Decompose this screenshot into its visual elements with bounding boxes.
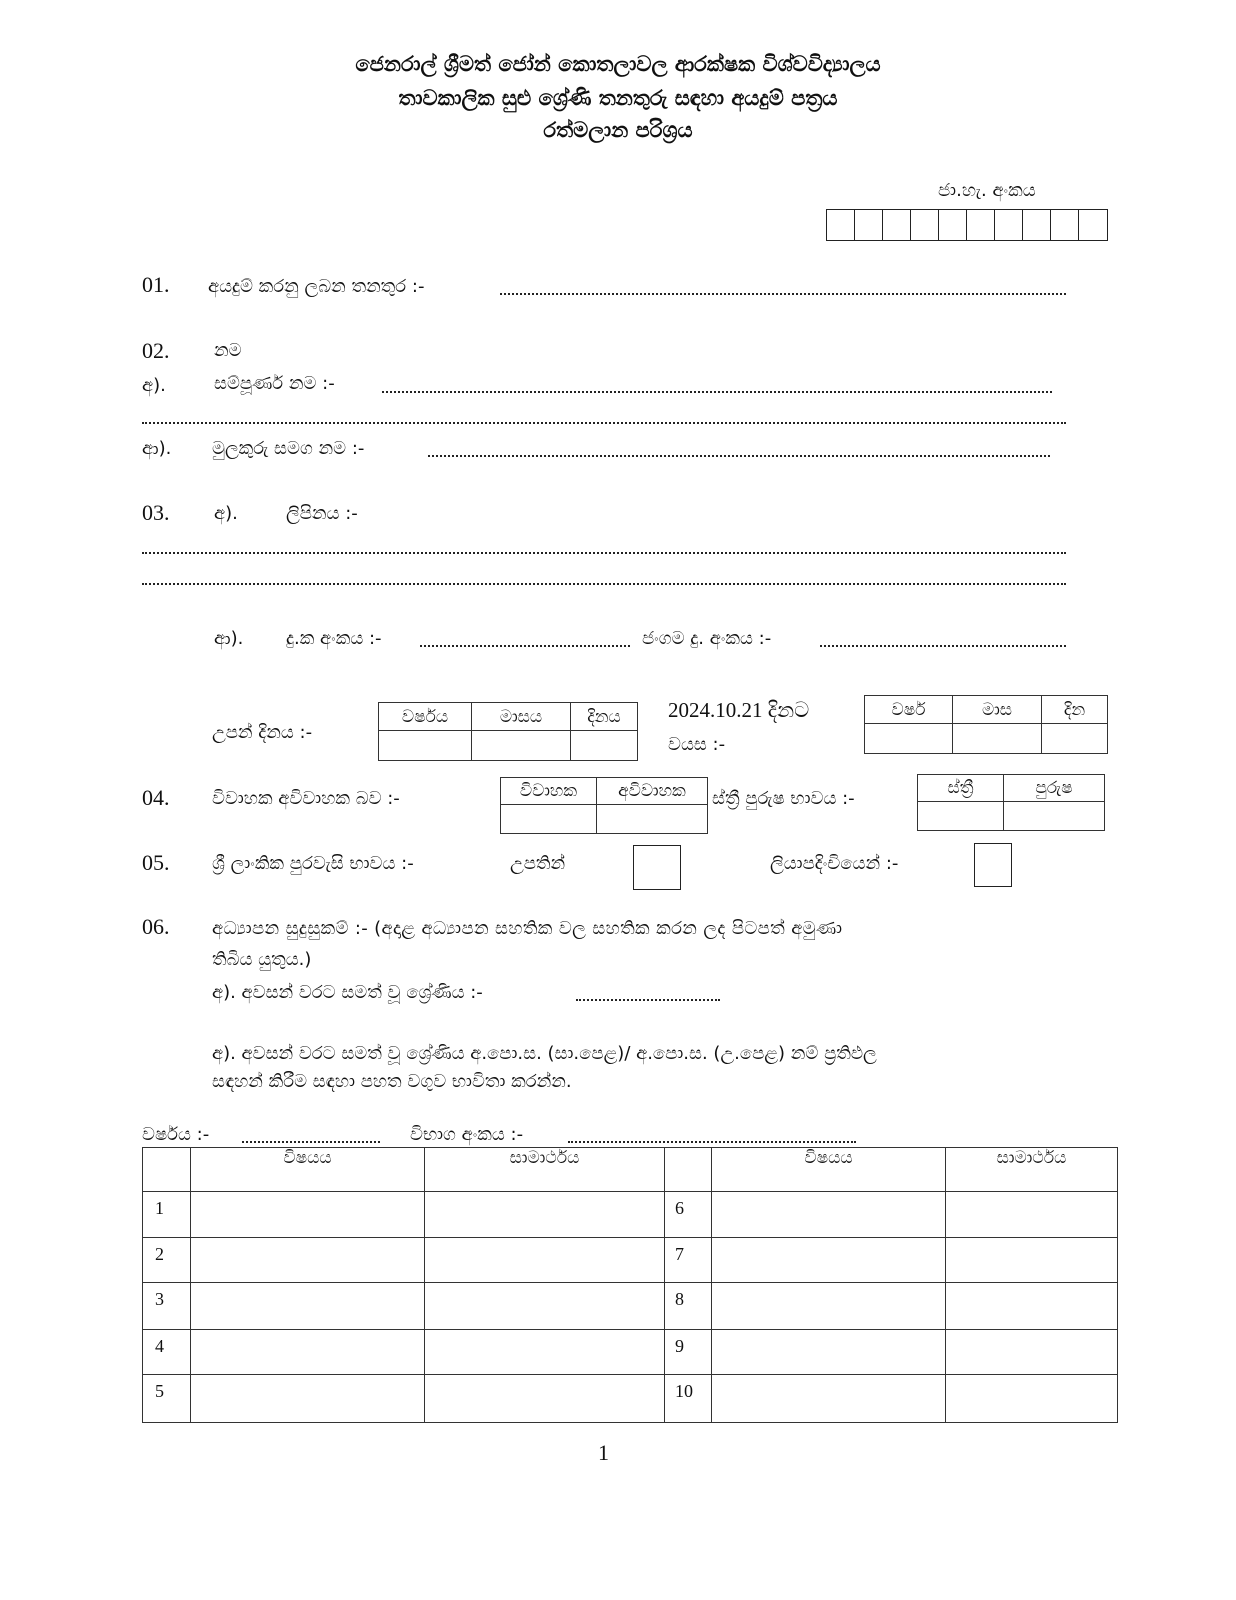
subject-cell[interactable] xyxy=(191,1238,425,1283)
nic-box[interactable] xyxy=(939,210,967,240)
age-month-header: මාස xyxy=(953,696,1042,724)
subject-cell[interactable] xyxy=(712,1238,946,1283)
grade-cell[interactable] xyxy=(946,1238,1118,1283)
q06-number: 06. xyxy=(142,914,170,939)
dob-month-cell[interactable] xyxy=(472,731,571,761)
row-number: 1 xyxy=(143,1192,191,1238)
exam-year-field[interactable] xyxy=(242,1141,380,1143)
marital-status-table xyxy=(500,777,708,834)
dob-day-cell[interactable] xyxy=(571,731,638,761)
form-title-campus: රත්මලාන පරිශ්‍රය xyxy=(543,118,693,142)
subject-cell[interactable] xyxy=(712,1375,946,1423)
grade-cell[interactable] xyxy=(946,1192,1118,1238)
nic-box[interactable] xyxy=(883,210,911,240)
nic-box[interactable] xyxy=(827,210,855,240)
subject-cell[interactable] xyxy=(712,1192,946,1238)
age-label: වයස :- xyxy=(668,734,726,755)
mobile-field[interactable] xyxy=(820,645,1066,647)
index-number-label: විභාග අංකය :- xyxy=(410,1124,524,1145)
education-label-line2: තිබිය යුතුය.) xyxy=(212,949,312,970)
dob-year-cell[interactable] xyxy=(379,731,472,761)
subject-cell[interactable] xyxy=(712,1283,946,1330)
results-header-grade: සාමාර්ථය xyxy=(425,1148,665,1192)
male-header: පුරුෂ xyxy=(1004,775,1105,802)
nic-label: ජා.හැ. අංකය xyxy=(938,180,1036,201)
full-name-label: සම්පූර්ණ නම :- xyxy=(214,373,335,394)
education-label: අධ්‍යාපන සුදුසුකම් :- (අදාළ අධ්‍යාපන සහතික වල සහතික කරන ලද පිටපත් අමුණා xyxy=(212,918,843,939)
row-number: 4 xyxy=(143,1330,191,1375)
by-birth-checkbox[interactable] xyxy=(633,845,681,890)
by-registration-label: ලියාපදිංචියෙන් :- xyxy=(770,853,899,874)
grade-cell[interactable] xyxy=(946,1375,1118,1423)
results-header-no xyxy=(143,1148,191,1192)
nic-box[interactable] xyxy=(855,210,883,240)
age-month-cell[interactable] xyxy=(953,724,1042,754)
nic-box[interactable] xyxy=(1023,210,1051,240)
q04-number: 04. xyxy=(142,785,170,810)
citizenship-label: ශ්‍රී ලාංකික පුරවැසි භාවය :- xyxy=(212,853,414,874)
nic-box[interactable] xyxy=(1051,210,1079,240)
last-grade-field[interactable] xyxy=(576,999,720,1001)
table-row xyxy=(143,1238,1118,1283)
female-cell[interactable] xyxy=(918,802,1004,831)
form-title: තාවකාලික සුළු ශ්‍රේණි තනතුරු සඳහා අයදුම් පත්‍රය xyxy=(398,86,838,110)
nic-box[interactable] xyxy=(967,210,995,240)
married-header: විවාහක xyxy=(501,778,597,805)
row-number: 8 xyxy=(665,1283,712,1330)
row-number: 7 xyxy=(665,1238,712,1283)
dob-table xyxy=(378,702,638,761)
grade-cell[interactable] xyxy=(946,1283,1118,1330)
address-label: ලිපිනය :- xyxy=(286,503,358,524)
marital-status-label: විවාහක අවිවාහක බව :- xyxy=(212,788,400,809)
grade-cell[interactable] xyxy=(946,1330,1118,1375)
q01-field[interactable] xyxy=(500,293,1066,295)
age-year-cell[interactable] xyxy=(865,724,953,754)
address-field-line1[interactable] xyxy=(142,552,1066,554)
subject-cell[interactable] xyxy=(712,1330,946,1375)
results-table xyxy=(142,1147,1118,1423)
results-header-subject: විෂයය xyxy=(712,1148,946,1192)
results-header-no xyxy=(665,1148,712,1192)
table-row xyxy=(143,1375,1118,1423)
q02-title: නම xyxy=(214,340,242,361)
index-number-field[interactable] xyxy=(568,1141,856,1143)
row-number: 9 xyxy=(665,1330,712,1375)
grade-cell[interactable] xyxy=(425,1283,665,1330)
female-header: ස්ත්‍රී xyxy=(918,775,1004,802)
exam-year-label: වර්ෂය :- xyxy=(142,1124,210,1145)
page-number: 1 xyxy=(598,1440,609,1465)
subject-cell[interactable] xyxy=(191,1375,425,1423)
row-number: 5 xyxy=(143,1375,191,1423)
nic-boxes[interactable] xyxy=(826,209,1108,241)
results-header-subject: විෂයය xyxy=(191,1148,425,1192)
nic-box[interactable] xyxy=(995,210,1023,240)
full-name-field-line2[interactable] xyxy=(142,422,1066,424)
grade-cell[interactable] xyxy=(425,1192,665,1238)
grade-cell[interactable] xyxy=(425,1375,665,1423)
age-year-header: වර්ෂ xyxy=(865,696,953,724)
q02-number: 02. xyxy=(142,338,170,363)
dob-day-header: දිනය xyxy=(571,703,638,731)
initials-name-label: මුලකුරු සමග නම :- xyxy=(212,438,365,459)
q02-a-marker: අ). xyxy=(142,375,166,396)
grade-cell[interactable] xyxy=(425,1238,665,1283)
q03-number: 03. xyxy=(142,500,170,525)
phone-field[interactable] xyxy=(420,645,630,647)
table-row xyxy=(143,1283,1118,1330)
age-table xyxy=(864,695,1108,754)
nic-box[interactable] xyxy=(911,210,939,240)
age-day-cell[interactable] xyxy=(1042,724,1108,754)
full-name-field[interactable] xyxy=(382,391,1052,393)
subject-cell[interactable] xyxy=(191,1330,425,1375)
table-row xyxy=(143,1192,1118,1238)
q03-b-marker: ආ). xyxy=(214,628,244,649)
phone-label: දු.ක අංකය :- xyxy=(286,628,382,649)
q01-label: අයදුම් කරනු ලබන තනතුර :- xyxy=(208,276,425,297)
results-header-grade: සාමාර්ථය xyxy=(946,1148,1118,1192)
gender-table xyxy=(917,774,1105,831)
male-cell[interactable] xyxy=(1004,802,1105,831)
age-day-header: දින xyxy=(1042,696,1108,724)
address-field-line2[interactable] xyxy=(142,583,1066,585)
q05-number: 05. xyxy=(142,850,170,875)
results-note: අ). අවසන් වරට සමත් වූ ශ්‍රේණිය අ.පො.ස. (සා.පෙළ)/ අ.පො.ස. (උ.පෙළ) නම් ප්‍රතිඵල xyxy=(212,1043,877,1064)
married-cell[interactable] xyxy=(501,805,597,834)
form-title-university: ජෙනරාල් ශ්‍රීමත් ජෝන් කොතලාවල ආරක්ෂක විශ්වවිද්‍යාලය xyxy=(355,52,881,76)
row-number: 3 xyxy=(143,1283,191,1330)
q01-number: 01. xyxy=(142,272,170,297)
nic-box[interactable] xyxy=(1079,210,1107,240)
last-grade-label: අ). අවසන් වරට සමත් වූ ශ්‍රේණිය :- xyxy=(212,982,483,1003)
mobile-label: ජංගම දු. අංකය :- xyxy=(642,628,772,649)
unmarried-header: අවිවාහක xyxy=(597,778,708,805)
row-number: 6 xyxy=(665,1192,712,1238)
table-row xyxy=(143,1330,1118,1375)
dob-label: උපන් දිනය :- xyxy=(212,722,313,743)
dob-month-header: මාසය xyxy=(472,703,571,731)
row-number: 2 xyxy=(143,1238,191,1283)
row-number: 10 xyxy=(665,1375,712,1423)
gender-label: ස්ත්‍රී පුරුෂ භාවය :- xyxy=(712,788,855,809)
by-birth-label: උපතින් xyxy=(510,853,566,874)
grade-cell[interactable] xyxy=(425,1330,665,1375)
q03-a-marker: අ). xyxy=(214,503,238,524)
dob-year-header: වර්ෂය xyxy=(379,703,472,731)
by-registration-checkbox[interactable] xyxy=(974,843,1012,887)
unmarried-cell[interactable] xyxy=(597,805,708,834)
subject-cell[interactable] xyxy=(191,1283,425,1330)
initials-name-field[interactable] xyxy=(428,455,1050,457)
q02-b-marker: ආ). xyxy=(142,438,172,459)
subject-cell[interactable] xyxy=(191,1192,425,1238)
results-note-line2: සඳහන් කිරීම සඳහා පහත වගුව භාවිතා කරන්න. xyxy=(212,1071,572,1092)
age-date-label: 2024.10.21 දිනට xyxy=(668,698,810,722)
